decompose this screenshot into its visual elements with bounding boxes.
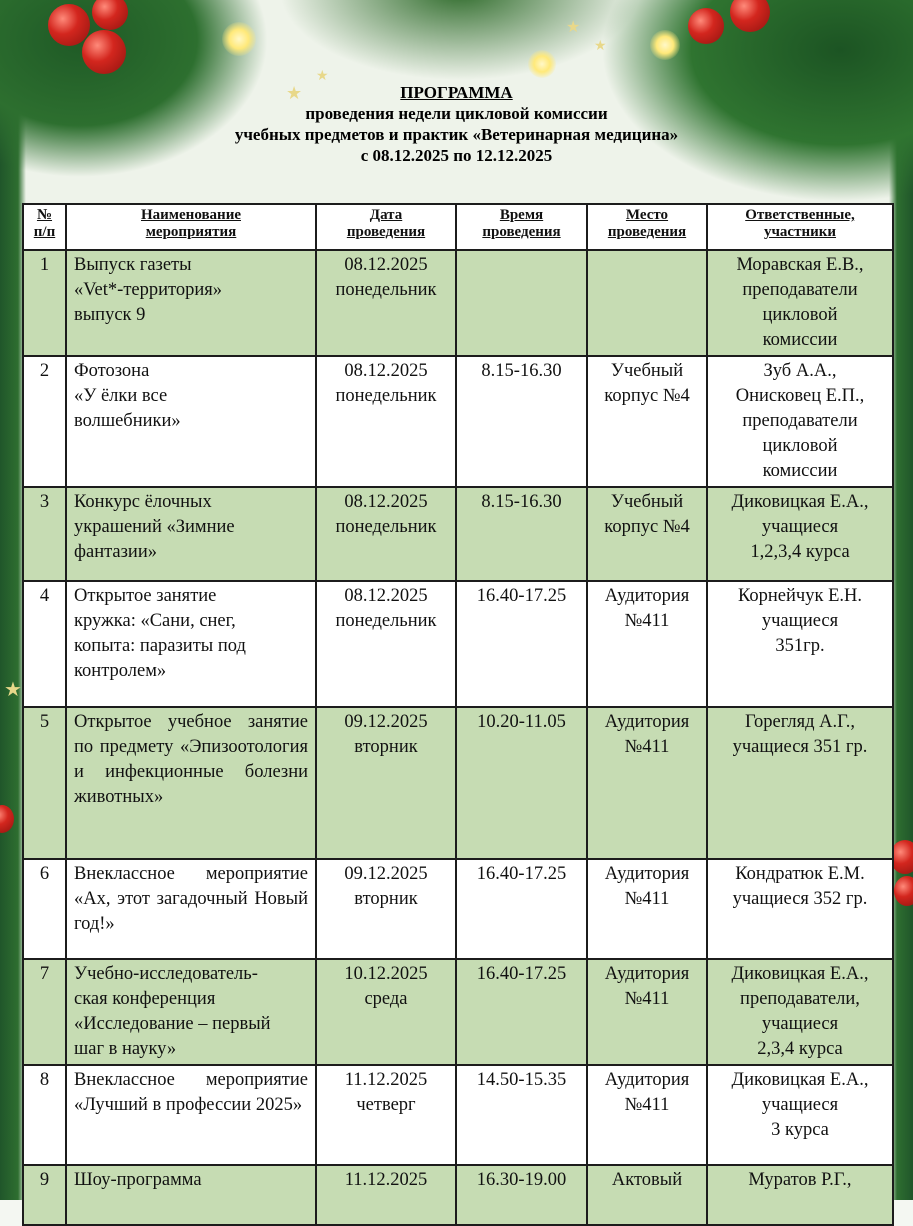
header-text: Ответственные, [745, 207, 855, 223]
cell-date [316, 1065, 456, 1165]
cell-line: Горегляд А.Г., [744, 712, 856, 732]
cell-line: Конкурс ёлочных [74, 492, 212, 512]
light-bulb-icon [650, 30, 680, 60]
header-col-number [23, 204, 66, 250]
table-row [23, 707, 893, 859]
cell-line: 1,2,3,4 курса [750, 542, 850, 562]
table-row [23, 356, 893, 487]
cell-time: 8.15-16.30 [456, 356, 587, 487]
cell-line: Фотозона [74, 361, 150, 381]
header-col-responsible [707, 204, 893, 250]
light-bulb-icon [222, 22, 256, 56]
star-icon: ★ [286, 83, 303, 103]
cell-place [587, 1165, 707, 1225]
cell-date [316, 487, 456, 581]
cell-line: вторник [354, 889, 418, 909]
header-text: проведения [346, 224, 426, 240]
cell-line: 08.12.2025 [344, 255, 428, 275]
cell-responsible [707, 959, 893, 1065]
cell-number: 1 [23, 250, 66, 356]
header-text: № [36, 207, 53, 223]
cell-line: Диковицкая Е.А., [731, 492, 869, 512]
cell-line: копыта: паразиты под [74, 636, 246, 656]
cell-responsible [707, 859, 893, 959]
table-row [23, 859, 893, 959]
header-text: проведения [607, 224, 687, 240]
cell-line: Шоу-программа [74, 1170, 202, 1190]
cell-line: четверг [356, 1095, 416, 1115]
cell-date [316, 1165, 456, 1225]
cell-line: учащиеся [761, 1014, 839, 1034]
cell-line: цикловой [762, 305, 838, 325]
cell-line: волшебники» [74, 411, 181, 431]
cell-event-name [66, 356, 316, 487]
cell-date [316, 356, 456, 487]
cell-line: цикловой [762, 436, 838, 456]
berry-icon [894, 876, 913, 906]
cell-line: комиссии [762, 461, 838, 481]
cell-place [587, 859, 707, 959]
cell-time: 14.50-15.35 [456, 1065, 587, 1165]
table-row [23, 1165, 893, 1225]
cell-line: 08.12.2025 [344, 586, 428, 606]
cell-line: кружка: «Сани, снег, [74, 611, 236, 631]
table-body [23, 250, 893, 1225]
cell-line: «Исследование – первый [74, 1014, 271, 1034]
table-row [23, 1065, 893, 1165]
cell-line: Онисковец Е.П., [735, 386, 865, 406]
cell-date [316, 707, 456, 859]
cell-event-name: Внеклассное мероприятие «Ах, этот загадочный Новый год!» [66, 859, 316, 959]
cell-number: 6 [23, 859, 66, 959]
cell-line: 09.12.2025 [344, 712, 428, 732]
cell-line: Учебный [610, 361, 684, 381]
cell-line: 11.12.2025 [344, 1070, 428, 1090]
cell-number: 3 [23, 487, 66, 581]
cell-event-name [66, 581, 316, 707]
cell-line: корпус №4 [604, 517, 690, 537]
cell-date [316, 859, 456, 959]
header-text: проведения [482, 224, 561, 240]
header-text: Наименование [141, 207, 241, 223]
cell-responsible [707, 581, 893, 707]
cell-responsible [707, 356, 893, 487]
cell-line: понедельник [335, 611, 437, 631]
cell-number: 7 [23, 959, 66, 1065]
cell-line: преподаватели [742, 280, 858, 300]
berry-icon [688, 8, 724, 44]
table-row [23, 581, 893, 707]
cell-line: комиссии [762, 330, 838, 350]
cell-date [316, 959, 456, 1065]
berry-icon [82, 30, 126, 74]
cell-time: 10.20-11.05 [456, 707, 587, 859]
cell-line: 2,3,4 курса [757, 1039, 843, 1059]
cell-number: 9 [23, 1165, 66, 1225]
header-text: участники [763, 224, 837, 240]
cell-date [316, 581, 456, 707]
cell-responsible [707, 1165, 893, 1225]
table-row [23, 959, 893, 1065]
title-line-1: ПРОГРАММА [400, 83, 513, 102]
cell-responsible [707, 487, 893, 581]
cell-event-name [66, 959, 316, 1065]
cell-line: Выпуск газеты [74, 255, 192, 275]
title-line-4: с 08.12.2025 по 12.12.2025 [360, 146, 553, 165]
cell-time: 16.30-19.00 [456, 1165, 587, 1225]
cell-line: понедельник [335, 386, 437, 406]
cell-line: Кондратюк Е.М. [735, 864, 865, 884]
cell-place [587, 1065, 707, 1165]
cell-line: Учебно-исследователь- [74, 964, 258, 984]
cell-line: Аудитория [604, 864, 690, 884]
cell-place [587, 581, 707, 707]
star-icon: ★ [566, 19, 581, 36]
header-col-time [456, 204, 587, 250]
cell-line: 08.12.2025 [344, 492, 428, 512]
cell-line: Аудитория [604, 586, 690, 606]
cell-line: №411 [624, 611, 670, 631]
cell-number: 8 [23, 1065, 66, 1165]
cell-place [587, 707, 707, 859]
cell-responsible [707, 250, 893, 356]
cell-line: преподаватели [742, 411, 858, 431]
cell-time: 8.15-16.30 [456, 487, 587, 581]
header-text: Время [499, 207, 544, 223]
header-col-place [587, 204, 707, 250]
cell-line: №411 [624, 737, 670, 757]
cell-place [587, 487, 707, 581]
cell-line: Аудитория [604, 964, 690, 984]
cell-event-name [66, 487, 316, 581]
cell-time: 16.40-17.25 [456, 959, 587, 1065]
cell-place [587, 356, 707, 487]
cell-line: №411 [624, 889, 670, 909]
cell-line: №411 [624, 1095, 670, 1115]
cell-line: №411 [624, 989, 670, 1009]
title-line-3: учебных предметов и практик «Ветеринарная медицина» [234, 125, 679, 144]
cell-line: «У ёлки все [74, 386, 168, 406]
cell-line: выпуск 9 [74, 305, 146, 325]
cell-line: среда [364, 989, 408, 1009]
table-row [23, 250, 893, 356]
star-icon: ★ [4, 679, 22, 701]
cell-line: Актовый [611, 1170, 683, 1190]
cell-line: понедельник [335, 517, 437, 537]
cell-line: «Vet*-территория» [74, 280, 223, 300]
star-icon: ★ [594, 39, 607, 54]
cell-number: 4 [23, 581, 66, 707]
cell-line: Аудитория [604, 712, 690, 732]
cell-number: 5 [23, 707, 66, 859]
program-table [22, 203, 894, 1226]
cell-line: 11.12.2025 [344, 1170, 428, 1190]
cell-line: преподаватели, [740, 989, 860, 1009]
cell-line: понедельник [335, 280, 437, 300]
cell-line: фантазии» [74, 542, 157, 562]
cell-responsible [707, 707, 893, 859]
cell-time: 16.40-17.25 [456, 581, 587, 707]
cell-line: Открытое занятие [74, 586, 217, 606]
cell-line: контролем» [74, 661, 167, 681]
berry-icon [48, 4, 90, 46]
cell-line: вторник [354, 737, 418, 757]
cell-line: Зуб А.А., [763, 361, 837, 381]
table-row [23, 487, 893, 581]
cell-line: 08.12.2025 [344, 361, 428, 381]
cell-line: Муратов Р.Г., [748, 1170, 852, 1190]
cell-event-name: Открытое учебное занятие по предмету «Эпизоотология и инфекционные болезни животных» [66, 707, 316, 859]
cell-line: шаг в науку» [74, 1039, 177, 1059]
cell-line: учащиеся [761, 611, 839, 631]
cell-responsible [707, 1065, 893, 1165]
star-icon: ★ [316, 69, 329, 84]
cell-date [316, 250, 456, 356]
header-text: п/п [33, 224, 56, 240]
cell-event-name [66, 1165, 316, 1225]
cell-line: 09.12.2025 [344, 864, 428, 884]
header-col-event-name [66, 204, 316, 250]
header-text: Место [625, 207, 669, 223]
cell-line: 351гр. [775, 636, 825, 656]
title-line-2: проведения недели цикловой комиссии [305, 104, 608, 123]
program-title [0, 82, 913, 166]
cell-event-name [66, 250, 316, 356]
cell-line: учащиеся 351 гр. [732, 737, 868, 757]
cell-line: ская конференция [74, 989, 216, 1009]
header-text: Дата [369, 207, 403, 223]
cell-place [587, 959, 707, 1065]
cell-line: Моравская Е.В., [736, 255, 864, 275]
light-bulb-icon [528, 50, 556, 78]
header-col-date [316, 204, 456, 250]
cell-number: 2 [23, 356, 66, 487]
cell-line: Корнейчук Е.Н. [737, 586, 862, 606]
cell-line: учащиеся [761, 517, 839, 537]
cell-event-name: Внеклассное мероприятие «Лучший в профессии 2025» [66, 1065, 316, 1165]
cell-line: 3 курса [771, 1120, 829, 1140]
cell-time: 16.40-17.25 [456, 859, 587, 959]
header-text: мероприятия [145, 224, 237, 240]
cell-place [587, 250, 707, 356]
table-header-row [23, 204, 893, 250]
cell-line: украшений «Зимние [74, 517, 235, 537]
cell-time [456, 250, 587, 356]
cell-line: Учебный [610, 492, 684, 512]
cell-line: учащиеся 352 гр. [732, 889, 868, 909]
cell-line: Диковицкая Е.А., [731, 964, 869, 984]
cell-line: Аудитория [604, 1070, 690, 1090]
cell-line: 10.12.2025 [344, 964, 428, 984]
cell-line: Диковицкая Е.А., [731, 1070, 869, 1090]
cell-line: корпус №4 [604, 386, 690, 406]
cell-line: учащиеся [761, 1095, 839, 1115]
